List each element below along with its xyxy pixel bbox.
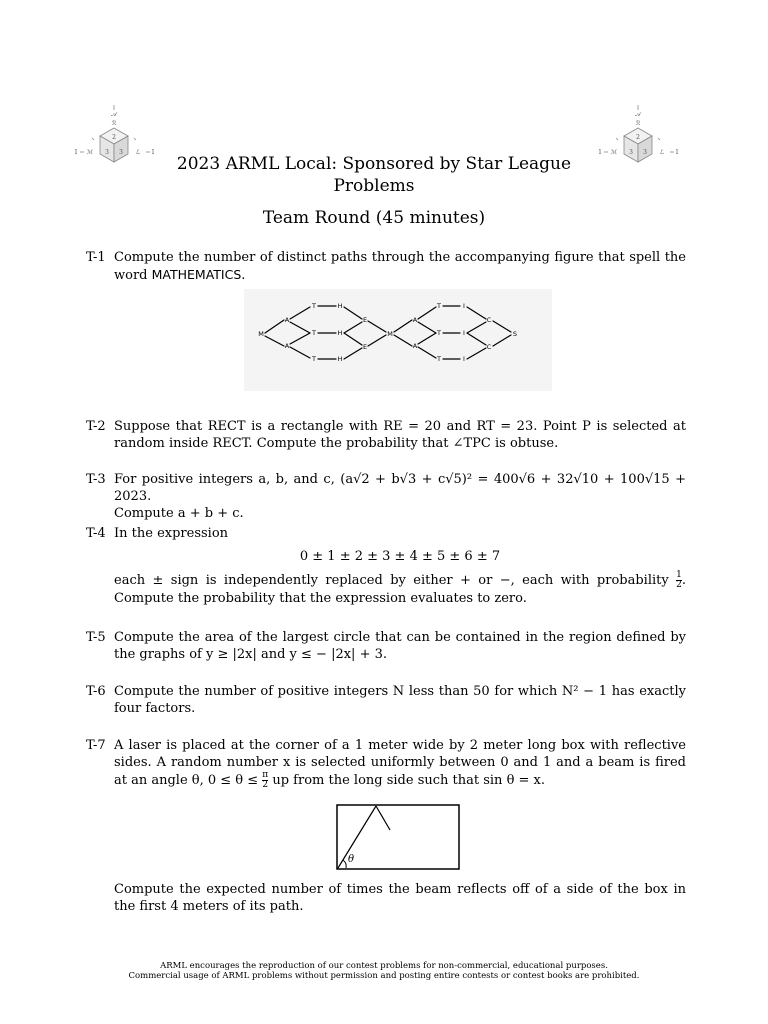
problem-t7-continued (86, 881, 686, 915)
svg-text:𝒜: 𝒜 (635, 111, 641, 118)
problem-t5 (86, 629, 686, 663)
svg-text:𝒜: 𝒜 (111, 111, 117, 118)
angle-theta-label: θ (348, 854, 355, 865)
problem-text: Suppose that RECT is a rectangle with RE = 20 and RT = 23. Point P is selected at random inside RECT. Compute the probability that ∠TPC is obtuse. (114, 419, 686, 451)
problem-text: Compute the area of the largest circle that can be contained in the region defined by the graphs of y ≥ |2x| and y ≤ − |2x| + 3. (114, 630, 686, 662)
fig-letter: T (437, 355, 441, 363)
problem-number: T-4 (86, 526, 106, 541)
fig-letter: C (486, 343, 492, 351)
svg-text:ℛ: ℛ (635, 120, 641, 127)
arml-logo-left (72, 100, 156, 182)
svg-text:ℒ: ℒ (135, 149, 141, 156)
svg-text:1: 1 (598, 149, 602, 156)
fig-letter: M (387, 330, 393, 338)
svg-text:1: 1 (151, 149, 155, 156)
problem-t6 (86, 683, 686, 717)
problem-number: T-1 (86, 250, 106, 265)
svg-text:ℛ: ℛ (111, 120, 117, 127)
footer-line: Commercial usage of ARML problems without permission and posting entire contests or contest books are prohibited. (128, 971, 640, 981)
fig-letter: T (312, 355, 316, 363)
problem-text: Compute the number of positive integers N less than 50 for which N² − 1 has exactly four factors. (114, 684, 686, 716)
fig-letter: C (486, 316, 492, 324)
problem-text: Compute the number of distinct paths through the accompanying figure that spell the word MATHEMATICS. (114, 250, 686, 283)
problem-text: each ± sign is independently replaced by either + or −, each with probability $\frac{1}{2}$ . Compute the probability that the expression evaluates to zero. (114, 570, 686, 606)
contest-title: 2023 ARML Local: Sponsored by Star League (176, 154, 572, 174)
fig-letter: I (463, 329, 465, 337)
footer-line: ARML encourages the reproduction of our contest problems for non-commercial, educational purposes. (160, 961, 608, 971)
path-figure (244, 289, 552, 395)
fig-letter: A (284, 342, 290, 350)
problem-number: T-2 (86, 419, 106, 434)
fig-letter: I (463, 302, 465, 310)
svg-text:1: 1 (675, 149, 679, 156)
svg-text:ℳ: ℳ (86, 149, 94, 156)
svg-text:ℳ: ℳ (610, 149, 618, 156)
problem-t7 (86, 737, 686, 790)
problem-text: For positive integers a, b, and c, (a√2 + b√3 + c√5)² = 400√6 + 32√10 + 100√15 + 2023. Compute a + b + c. (114, 472, 686, 521)
fig-letter: E (362, 343, 368, 351)
fig-letter: T (312, 302, 316, 310)
page-footer (60, 961, 708, 981)
fig-letter: H (337, 302, 343, 310)
svg-text:3: 3 (105, 149, 109, 156)
fig-letter: A (412, 316, 418, 324)
svg-text:ℒ: ℒ (659, 149, 665, 156)
fig-letter: A (412, 342, 418, 350)
display-expression: 0 ± 1 ± 2 ± 3 ± 4 ± 5 ± 6 ± 7 (299, 549, 501, 564)
svg-text:3: 3 (119, 149, 123, 156)
problem-t4 (86, 525, 686, 607)
fig-letter: H (337, 329, 343, 337)
fraction-pi-half: $\frac{\pi}{2}$ (262, 770, 269, 790)
laser-box-figure (336, 804, 462, 876)
svg-text:1: 1 (74, 149, 78, 156)
svg-text:2: 2 (112, 134, 116, 141)
fig-letter: I (463, 355, 465, 363)
problem-number: T-3 (86, 472, 106, 487)
problem-t1 (86, 249, 686, 284)
problem-t2 (86, 418, 686, 452)
fig-letter: T (312, 329, 316, 337)
page-header (150, 153, 598, 229)
word-mathematics: MATHEMATICS (151, 267, 242, 282)
fraction-one-half: $\frac{1}{2}$ (676, 570, 682, 590)
problem-number: T-7 (86, 738, 106, 753)
problem-intro: In the expression (114, 526, 229, 541)
svg-text:3: 3 (629, 149, 633, 156)
fig-letter: E (362, 316, 368, 324)
fig-letter: T (437, 302, 441, 310)
fig-letter: H (337, 355, 343, 363)
fig-letter: M (258, 330, 264, 338)
arml-logo-right (596, 100, 680, 182)
problem-text: Compute the expected number of times the beam reflects off of a side of the box in the first 4 meters of its path. (114, 882, 686, 914)
problem-t3 (86, 471, 686, 522)
problem-number: T-6 (86, 684, 106, 699)
fig-letter: T (437, 329, 441, 337)
fig-letter: A (284, 316, 290, 324)
fig-letter: S (512, 330, 518, 338)
svg-text:2: 2 (636, 134, 640, 141)
problem-text: A laser is placed at the corner of a 1 meter wide by 2 meter long box with reflective sides. A random number x is selected uniformly between 0 and 1 and a beam is fired at an angle θ, 0 ≤ θ ≤ $\frac{\pi}{2}$ up from the long side such that sin θ = x. (114, 738, 686, 790)
svg-text:3: 3 (643, 149, 647, 156)
round-title: Team Round (45 minutes) (262, 208, 486, 228)
problem-number: T-5 (86, 630, 106, 645)
contest-subtitle: Problems (333, 176, 415, 196)
